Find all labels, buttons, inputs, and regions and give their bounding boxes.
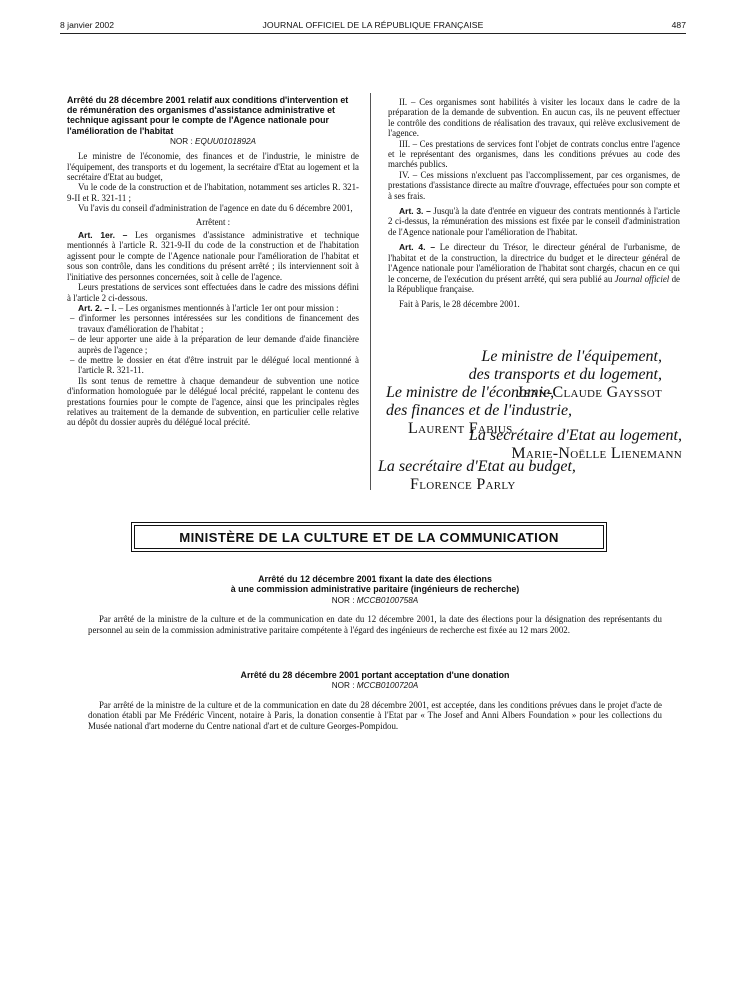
signatory-name: Jean-Claude Gayssot (516, 384, 662, 401)
decree2-nor-label: NOR : (331, 595, 355, 605)
decree3-title: Arrêté du 28 décembre 2001 portant acceptation d'une donation (240, 670, 510, 680)
decree1-arretent: Arrêtent : (195, 216, 231, 227)
ministry-heading-box (131, 522, 607, 552)
art1-text: Les organismes d'assistance administrative et technique mentionnés à l'article R. 321-9-II du code de la construction et de l'habitation agissent pour le compte de l'Agence nationale pour l'amélioration de l'habitat et sous son contrôle, dans les conditions du présent arrêté ; ils interviennent soit à l'initiative des personnes concernées, soit à celle de l'agence. (67, 230, 360, 282)
header-date: 8 janvier 2002 (60, 20, 114, 30)
art4-journal: Journal officiel (614, 273, 670, 284)
signatory-role: Le ministre de l'économie, (386, 384, 555, 401)
decree2 (88, 574, 662, 635)
signatory-role: des transports et du logement, (468, 366, 662, 383)
art2-section-IV: IV. – Ces missions n'excluent pas l'accomplissement, par ces organismes, de prestations d'assistance directe au maître d'ouvrage, effectuées pour son compte et à ses frais. (388, 169, 680, 201)
list-item: – de mettre le dossier en état d'être instruit par le délégué local mentionné à l'article R. 321-11. (70, 354, 359, 376)
decree1-article-1-text-2: Leurs prestations de services sont effectuées dans le cadre des missions défini à l'article 2 ci-dessous. (67, 282, 359, 303)
decree1-nor-code: EQUU0101892A (195, 136, 257, 146)
decree2-text: Par arrêté de la ministre de la culture et de la communication en date du 12 décembre 2001, la date des élections pour la désignation des représentants du personnel au sein de la commission administrative paritaire compétente à l'égard des ingénieurs de recherche est fixée au 12 mars 2002. (88, 614, 662, 635)
art1-label: Art. 1er. – (78, 230, 128, 241)
art2-intro: I. – Les organismes mentionnés à l'article 1er ont pour mission : (111, 302, 339, 313)
decree2-title-line-2: à une commission administrative paritaire (ingénieurs de recherche) (230, 584, 520, 595)
decree1-preamble-3: Vu l'avis du conseil d'administration de l'agence en date du 6 décembre 2001, (78, 203, 353, 214)
decree1-nor-label: NOR : (169, 136, 193, 146)
art2-section-II: II. – Ces organismes sont habilités à visiter les locaux dans le cadre de la préparation de la demande de subvention. En aucun cas, ils ne peuvent effectuer le contrôle des conditions de réalisation des travaux, qui relève exclusivement de l'agence. (388, 97, 680, 139)
art2-section-III: III. – Ces prestations de services font l'objet de contrats conclus entre l'agence et le représentant des organismes, dans les conditions prévues au code des marchés publics. (388, 138, 680, 170)
header-page-number: 487 (671, 20, 686, 30)
decree1-article-1 (67, 230, 359, 282)
signatory-role: Le ministre de l'équipement, (481, 348, 662, 365)
decree1-nor (67, 137, 359, 147)
decree2-nor (88, 596, 662, 606)
signatory-name: Marie-Noëlle Lienemann (511, 445, 682, 462)
art3-label: Art. 3. – (399, 206, 431, 217)
decree1-fait-a-paris: Fait à Paris, le 28 décembre 2001. (399, 299, 520, 310)
right-column (388, 97, 680, 310)
decree2-nor-code: MCCB0100758A (356, 595, 419, 605)
signatory-budget (378, 458, 576, 494)
art4-text-a: Le directeur du Trésor, le directeur général de l'urbanisme, de l'habitat et de la construction, la directrice du budget et le directeur général de l'Agence nationale pour l'amélioration de l'habitat sont chargés, chacun en ce qui le concerne, de l'exécution du présent arrêté, qui sera publié au (388, 242, 680, 284)
decree3-nor (88, 681, 662, 691)
decree1-title: Arrêté du 28 décembre 2001 relatif aux conditions d'intervention et de rémunération des organismes d'assistance administrative et technique agissant pour le compte de l'Agence nationale pour l'amélioration de l'habitat (67, 95, 349, 136)
decree3 (88, 670, 662, 731)
running-header (60, 14, 686, 32)
header-rule (60, 33, 686, 34)
decree1-preamble-2: Vu le code de la construction et de l'habitation, notamment ses articles R. 321-9-II et R. 321-11 ; (67, 182, 359, 203)
art3-text: Jusqu'à la date d'entrée en vigueur des contrats mentionnés à l'article 2 ci-dessus, la rémunération des missions est fixée par le conseil d'administration de l'Agence nationale pour l'amélioration de l'habitat. (388, 206, 680, 237)
art2-label: Art. 2. – (78, 302, 110, 313)
decree1-article-3 (388, 206, 680, 237)
decree3-nor-code: MCCB0100720A (356, 681, 419, 691)
signatory-name: Florence Parly (410, 476, 516, 493)
list-item: – d'informer les personnes intéressées sur les conditions de financement des travaux d'amélioration de l'habitat ; (70, 313, 359, 334)
signatory-role: La secrétaire d'Etat au budget, (378, 458, 576, 475)
signatory-role: La secrétaire d'Etat au logement, (468, 427, 682, 444)
decree1-article-2 (67, 303, 359, 313)
signatory-name: Laurent Fabius (408, 420, 513, 437)
signature-area (0, 344, 748, 494)
art4-label: Art. 4. – (399, 242, 436, 253)
decree1-preamble-1: Le ministre de l'économie, des finances et de l'industrie, le ministre de l'équipement, des transports et du logement, la secrétaire d'Etat au logement et la secrétaire d'Etat au budget, (67, 151, 359, 183)
decree3-text: Par arrêté de la ministre de la culture et de la communication en date du 28 décembre 2001, est acceptée, dans les conditions prévues dans le projet d'acte de donation établi par Me Frédéric Vincent, notaire à Paris, la donation consentie à l'Etat par « The Josef and Anni Albers Foundation » pour les collections du Musée national d'art moderne du Centre national d'art et de culture Georges-Pompidou. (88, 699, 662, 731)
list-item: – de leur apporter une aide à la préparation de leur demande d'aide financière auprès de l'agence ; (70, 334, 359, 355)
decree2-title-line-1: Arrêté du 12 décembre 2001 fixant la date des élections (258, 574, 492, 584)
art2-after-text: Ils sont tenus de remettre à chaque demandeur de subvention une notice d'information homologuée par le délégué local précité, rappelant le contenu des prestations fournies pour le compte de l'agence, ainsi que les principales règles relatives au traitement de la demande de subvention, en particulier celle relative au dépôt du dossier auprès du délégué local précité. (67, 375, 359, 428)
ministry-heading: MINISTÈRE DE LA CULTURE ET DE LA COMMUNICATION (134, 525, 604, 549)
decree1-article-4 (388, 242, 680, 294)
decree3-nor-label: NOR : (331, 681, 355, 691)
header-journal-title: JOURNAL OFFICIEL DE LA RÉPUBLIQUE FRANÇAISE (262, 20, 484, 30)
signatory-role: des finances et de l'industrie, (386, 402, 573, 419)
art4-text-b: de la République française. (388, 273, 680, 294)
